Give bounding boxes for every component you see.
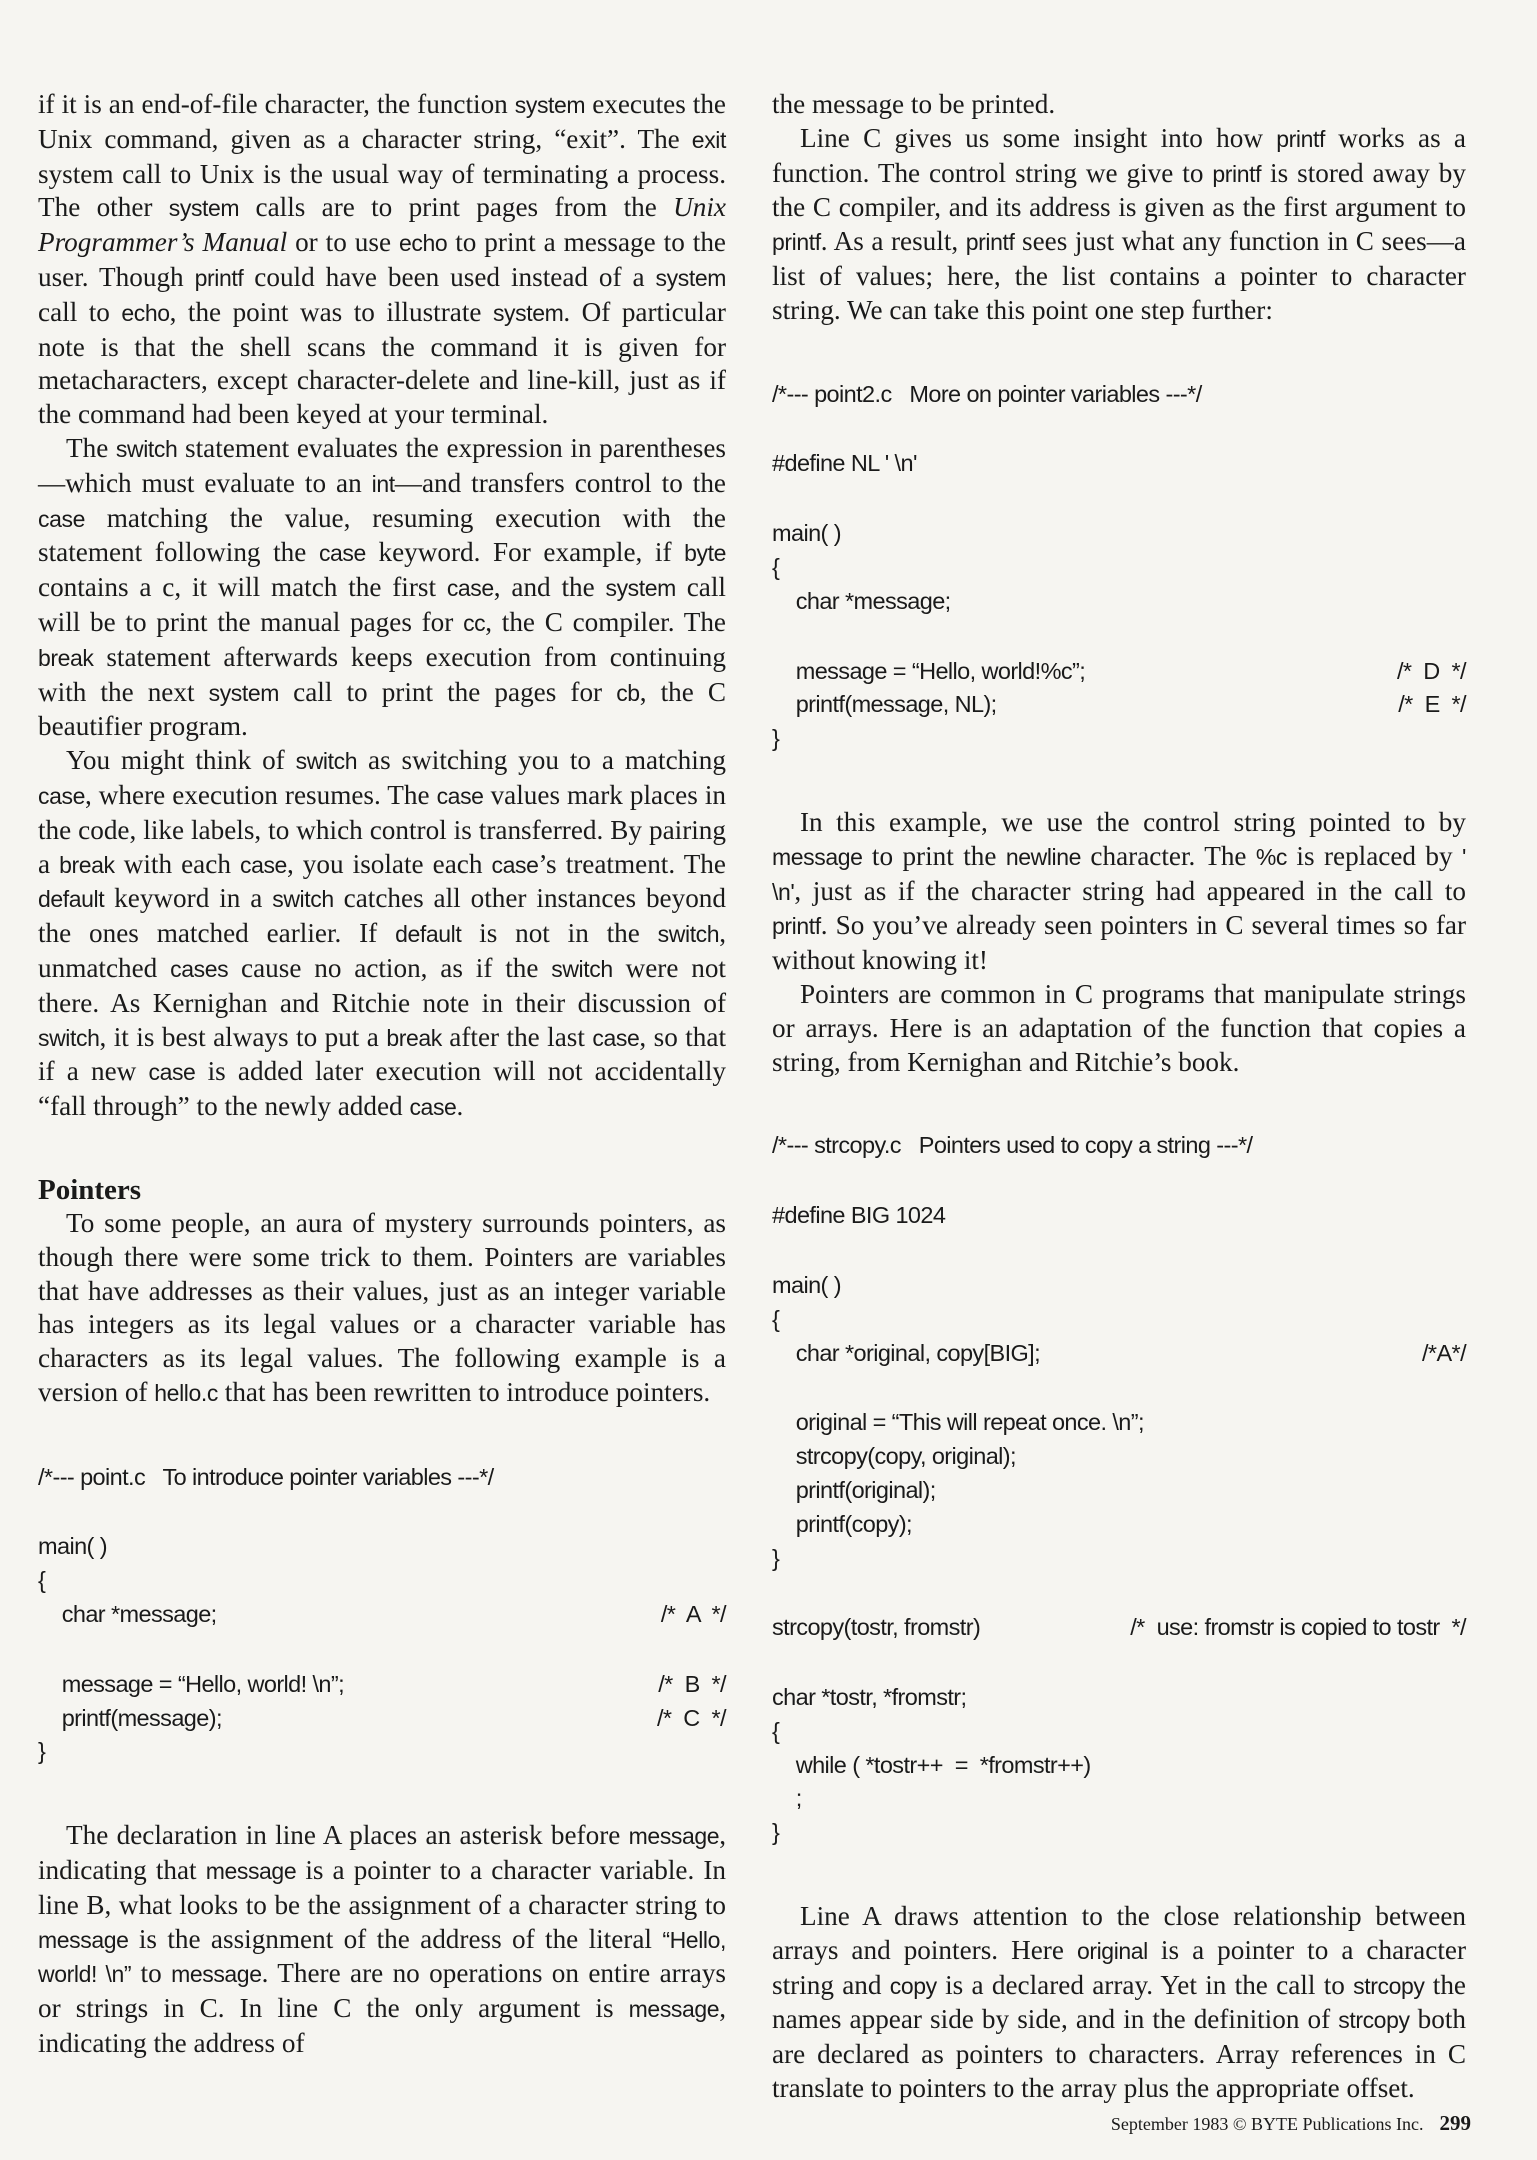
text-run: that has been rewritten to introduce pointers. xyxy=(217,1376,711,1407)
code-line: printf(message, NL); xyxy=(772,691,997,718)
code-keyword: default xyxy=(38,886,105,913)
code-comment: /* E */ xyxy=(1398,691,1466,718)
code-line: char *message; xyxy=(772,587,951,614)
code-line: printf(original); xyxy=(772,1476,936,1503)
code-keyword: cc xyxy=(463,609,486,636)
section-heading-pointers: Pointers xyxy=(38,1173,142,1206)
text-run: . There are no operations on entire arrays or strings in C. In line C the only argument is xyxy=(38,1958,726,2024)
code-line: { xyxy=(772,1717,780,1744)
text-run: is the assignment of the address of the literal xyxy=(128,1923,663,1954)
text-run: works as a function. The control string we give to xyxy=(772,122,1467,188)
code-keyword: break xyxy=(59,851,115,878)
code-listing-point-c xyxy=(38,1461,726,1770)
code-line: main( ) xyxy=(772,520,841,547)
code-line: char *message; xyxy=(38,1601,217,1628)
paragraph-right-2 xyxy=(772,122,1466,328)
text-run: cause no action, as if the xyxy=(228,952,552,983)
text-run: , indicating the address of xyxy=(38,1993,726,2059)
code-keyword: exit xyxy=(691,126,726,153)
code-line: message = “Hello, world!%c”; xyxy=(772,657,1086,684)
text-run: Line C gives us some insight into how xyxy=(800,122,1277,153)
code-keyword: printf xyxy=(965,229,1015,256)
text-run: is not in the xyxy=(461,918,658,949)
code-keyword: break xyxy=(38,644,94,671)
code-line: { xyxy=(772,1305,780,1332)
code-keyword: printf xyxy=(772,229,821,256)
code-line: #define NL ' \n' xyxy=(772,450,917,477)
code-keyword: printf xyxy=(1212,160,1262,187)
code-keyword: “Hello, world! \n” xyxy=(38,1926,726,1988)
code-keyword: message xyxy=(38,1926,129,1953)
text-run: , just as if the character string had appeared in the call to xyxy=(794,875,1466,906)
code-keyword: case xyxy=(318,540,366,567)
code-listing-strcopy-c xyxy=(772,1129,1466,1850)
code-line: /*--- point.c To introduce pointer variables ---*/ xyxy=(38,1463,494,1490)
code-keyword: case xyxy=(409,1094,457,1121)
page-footer xyxy=(1111,2112,1471,2135)
code-line: strcopy(tostr, fromstr) xyxy=(772,1614,981,1641)
code-keyword: switch xyxy=(115,435,178,462)
text-run: call will be to print the manual pages for xyxy=(38,572,726,637)
code-line: printf(copy); xyxy=(772,1510,912,1537)
text-run: contains a c, it will match the first xyxy=(38,572,447,603)
code-keyword: message xyxy=(772,843,863,870)
code-keyword: hello.c xyxy=(154,1379,218,1406)
text-run: is a pointer to a character variable. In line B, what looks to be the assignment of a character string to xyxy=(38,1855,726,1920)
text-run: , the C compiler. The xyxy=(485,606,726,637)
code-keyword: printf xyxy=(1276,125,1325,152)
paragraph-left-5 xyxy=(38,1819,726,2061)
text-run: statement afterwards keeps execution from continuing with the next xyxy=(38,641,726,707)
text-run: is replaced by xyxy=(1287,840,1462,871)
text-run: . So you’ve already seen pointers in C several times so far without knowing it! xyxy=(772,910,1466,976)
code-keyword: case xyxy=(38,782,85,809)
code-comment: /* use: fromstr is copied to tostr */ xyxy=(1130,1614,1466,1641)
code-line: while ( *tostr++ = *fromstr++) xyxy=(772,1751,1091,1778)
code-keyword: %c xyxy=(1255,843,1288,870)
text-run: —and transfers control to the xyxy=(394,467,726,498)
text-run: The declaration in line A places an asterisk before xyxy=(66,1820,629,1851)
text-run: is stored away by the C compiler, and its address is given as the first argument to xyxy=(772,157,1466,223)
code-keyword: system xyxy=(168,195,240,222)
code-line: #define BIG 1024 xyxy=(772,1202,946,1229)
code-keyword: default xyxy=(395,921,462,948)
code-keyword: case xyxy=(446,575,494,602)
code-keyword: system xyxy=(492,299,564,326)
code-keyword: ' \n' xyxy=(772,843,1466,905)
code-line: message = “Hello, world! \n”; xyxy=(38,1670,345,1697)
paragraph-right-4 xyxy=(772,978,1466,1079)
code-keyword: switch xyxy=(272,886,334,913)
text-run: calls are to print pages from the xyxy=(239,192,674,223)
text-run: , you isolate each xyxy=(286,848,492,879)
code-line: { xyxy=(38,1567,46,1594)
code-keyword: newline xyxy=(1005,843,1082,870)
code-line: /*--- point2.c More on pointer variables ---*/ xyxy=(772,380,1202,407)
code-line: char *original, copy[BIG]; xyxy=(772,1339,1041,1366)
text-run: , where execution resumes. The xyxy=(84,779,437,810)
text-run: , the C beautifier program. xyxy=(38,676,726,742)
text-run: is added later execution will not accidentally “fall through” to the newly added xyxy=(38,1056,726,1122)
italic-title: Unix Programmer’s Manual xyxy=(38,192,726,258)
code-keyword: message xyxy=(171,1961,262,1988)
code-line: { xyxy=(772,553,780,580)
code-comment: /*A*/ xyxy=(1421,1339,1466,1366)
text-run: as switching you to a matching xyxy=(357,745,726,776)
text-run: . xyxy=(456,1091,464,1122)
code-keyword: strcopy xyxy=(1353,1972,1425,1999)
code-keyword: case xyxy=(592,1024,640,1051)
code-keyword: case xyxy=(239,851,287,878)
text-run: the names appear side by side, and in the definition of xyxy=(772,1969,1466,2035)
paragraph-right-3 xyxy=(772,806,1466,978)
code-keyword: switch xyxy=(295,748,358,775)
code-keyword: case xyxy=(436,782,484,809)
code-keyword: strcopy xyxy=(1338,2007,1410,2034)
paragraph-right-5 xyxy=(772,1900,1466,2106)
code-keyword: message xyxy=(628,1823,720,1850)
text-run: statement evaluates the expression in parentheses—which must evaluate to an xyxy=(38,432,726,498)
text-run: , so that if a new xyxy=(38,1021,726,1087)
code-line: } xyxy=(772,1544,780,1571)
text-run: is a pointer to a character string and xyxy=(772,1934,1466,2000)
paragraph-left-1 xyxy=(38,88,726,432)
text-run: with each xyxy=(114,848,240,879)
code-keyword: cases xyxy=(170,955,229,982)
page-number: 299 xyxy=(1439,2111,1471,2135)
code-keyword: printf xyxy=(194,264,244,291)
code-line: /*--- strcopy.c Pointers used to copy a string ---*/ xyxy=(772,1132,1253,1159)
code-keyword: int xyxy=(371,470,395,497)
text-run: were not there. As Kernighan and Ritchie note in their discussion of xyxy=(38,952,726,1018)
right-column xyxy=(772,88,1466,2106)
text-run: call to xyxy=(38,296,122,327)
code-keyword: case xyxy=(148,1059,196,1086)
paragraph-left-4 xyxy=(38,1207,726,1411)
code-comment: /* A */ xyxy=(660,1601,726,1628)
code-keyword: copy xyxy=(889,1972,937,1999)
text-run: after the last xyxy=(441,1021,593,1052)
code-keyword: cb xyxy=(616,679,640,706)
code-keyword: system xyxy=(655,264,726,291)
text-run: call to print the pages for xyxy=(279,676,617,707)
text-run: . As a result, xyxy=(820,226,966,257)
code-keyword: message xyxy=(628,1996,720,2023)
text-run: character. The xyxy=(1081,840,1256,871)
text-run: to print a message to the user. Though xyxy=(38,227,726,292)
text-run: Pointers are common in C programs that manipulate strings or arrays. Here is an adaptation of the function that copies a string, from Kernighan and Ritchie’s book. xyxy=(772,978,1466,1077)
text-run: keyword. For example, if xyxy=(365,537,685,568)
code-keyword: case xyxy=(38,505,85,532)
paragraph-left-2 xyxy=(38,432,726,744)
code-line: strcopy(copy, original); xyxy=(772,1443,1016,1470)
text-run: . Of particular note is that the shell scans the command it is given for metacharacters, except character-delete and line-kill, just as if the command had been keyed at your terminal. xyxy=(38,296,726,430)
text-run: sees just what any function in C sees—a list of values; here, the list contains a pointer to character string. We can take this point one step further: xyxy=(772,226,1466,325)
text-run: You might think of xyxy=(66,745,296,776)
code-line: printf(message); xyxy=(38,1704,222,1731)
code-keyword: message xyxy=(205,1858,297,1885)
text-run: Line A draws attention to the close relationship between arrays and pointers. Here xyxy=(772,1901,1466,1965)
left-column xyxy=(38,88,726,2061)
text-run: the message to be printed. xyxy=(772,89,1056,119)
footer-date: September 1983 © BYTE Publications Inc. xyxy=(1110,2114,1424,2134)
text-run: In this example, we use the control string pointed to by xyxy=(800,806,1466,837)
code-comment: /* D */ xyxy=(1396,657,1466,684)
code-line: main( ) xyxy=(38,1533,107,1560)
code-comment: /* B */ xyxy=(658,1670,726,1697)
text-run: to print the xyxy=(862,840,1006,871)
code-keyword: system xyxy=(208,679,280,706)
code-keyword: system xyxy=(514,92,586,118)
code-comment: /* C */ xyxy=(656,1704,726,1731)
code-line: } xyxy=(772,725,780,752)
text-run: matching the value, resuming execution with the statement following the xyxy=(38,502,726,568)
text-run: values mark places in the code, like labels, to which control is transferred. By pairing a xyxy=(38,779,726,879)
code-line: main( ) xyxy=(772,1271,841,1298)
code-keyword: case xyxy=(491,851,539,878)
text-run: catches all other instances beyond the ones matched earlier. If xyxy=(38,883,726,949)
code-keyword: system xyxy=(605,575,676,602)
code-line: } xyxy=(772,1819,780,1846)
text-run: both are declared as pointers to characters. Array references in C translate to pointers to the array plus the appropriate offset. xyxy=(772,2004,1466,2104)
text-run: , it is best always to put a xyxy=(99,1021,387,1052)
code-line: } xyxy=(38,1738,46,1765)
paragraph-right-1 xyxy=(772,88,1466,122)
text-run: , the point was to illustrate xyxy=(169,296,493,327)
code-line: ; xyxy=(772,1785,802,1812)
text-run: is a declared array. Yet in the call to xyxy=(936,1969,1354,2000)
code-listing-point2-c xyxy=(772,378,1466,756)
text-run: to xyxy=(131,1958,172,1989)
code-keyword: echo xyxy=(121,299,170,326)
code-keyword: break xyxy=(386,1024,442,1051)
text-run: , and the xyxy=(493,572,606,603)
text-run: could have been used instead of a xyxy=(243,261,656,292)
code-line: char *tostr, *fromstr; xyxy=(772,1684,967,1711)
text-run: or to use xyxy=(287,227,399,258)
code-keyword: switch xyxy=(38,1024,100,1051)
code-keyword: switch xyxy=(657,921,720,948)
code-keyword: original xyxy=(1076,1937,1148,1964)
text-run: To some people, an aura of mystery surrounds pointers, as though there were some trick to them. Pointers are variables that have addresses as their values, just as an integer variable has integers as its legal values or a character variable has characters as its legal values. The following example is a version of xyxy=(38,1207,726,1407)
code-keyword: echo xyxy=(398,230,448,257)
paragraph-left-3 xyxy=(38,744,726,1125)
text-run: , indicating that xyxy=(38,1820,726,1886)
code-keyword: printf xyxy=(772,913,821,940)
code-keyword: switch xyxy=(551,955,613,982)
text-run: , unmatched xyxy=(38,918,726,983)
text-run: system call to Unix is the usual way of terminating a process. The other xyxy=(38,158,726,223)
text-run: keyword in a xyxy=(104,883,273,914)
text-run: The xyxy=(66,432,116,463)
text-run: executes the Unix command, given as a character string, “exit”. The xyxy=(38,89,726,154)
code-line: original = “This will repeat once. \n”; xyxy=(772,1409,1144,1436)
text-run: if it is an end-of-file character, the function xyxy=(38,89,515,119)
text-run: ’s treatment. The xyxy=(538,848,726,879)
code-keyword: byte xyxy=(684,540,726,567)
